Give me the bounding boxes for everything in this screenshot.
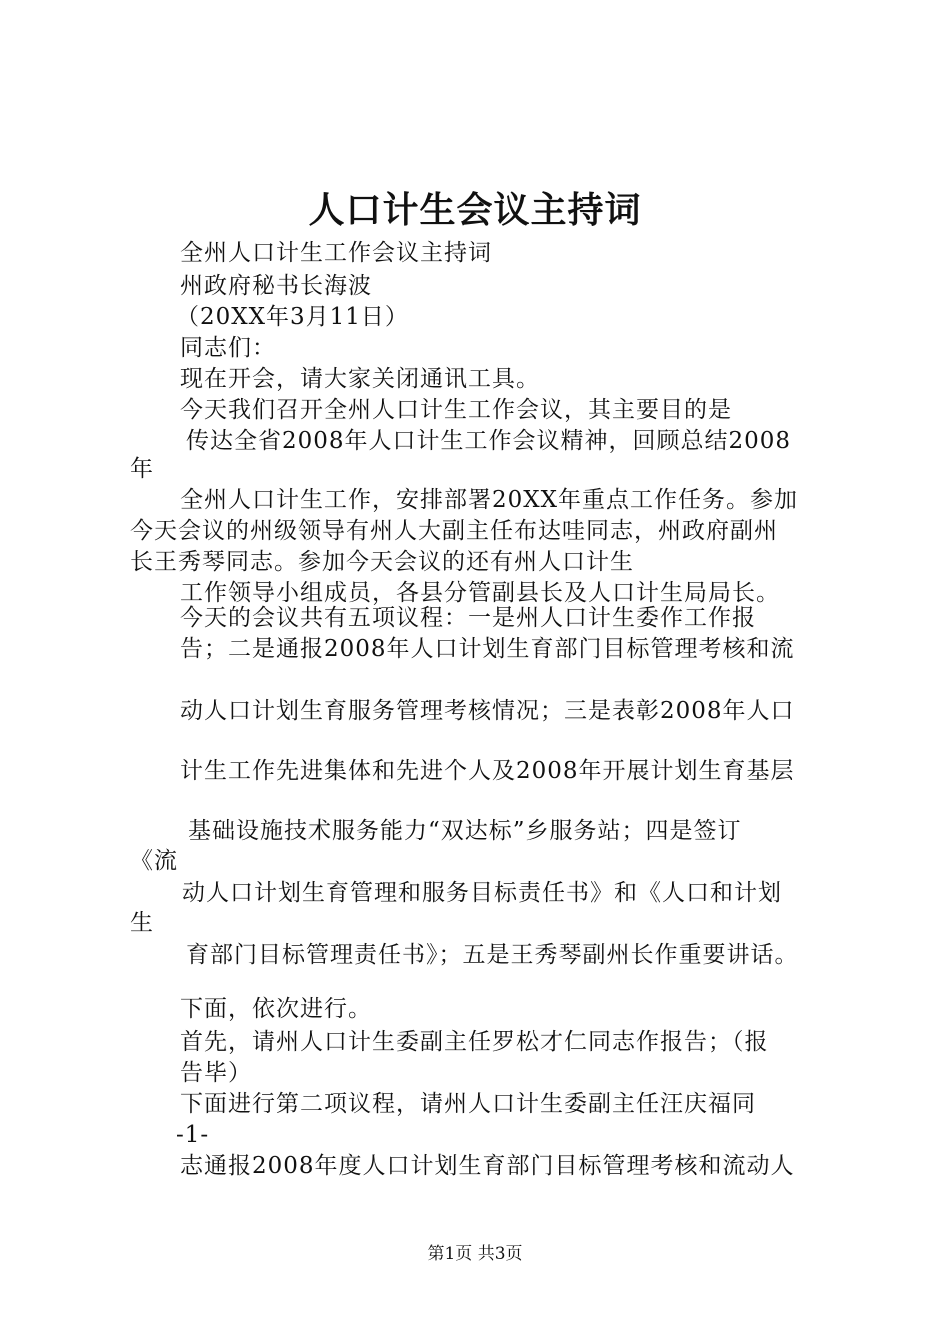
text-line: 告毕）	[180, 1060, 252, 1086]
text-line: 动人口计划生育服务管理考核情况；三是表彰2008年人口	[180, 698, 795, 724]
text-line: 长王秀琴同志。参加今天会议的还有州人口计生	[130, 549, 634, 575]
text-line: 工作领导小组成员，各县分管副县长及人口计生局局长。	[180, 580, 780, 606]
text-line: 计生工作先进集体和先进个人及2008年开展计划生育基层	[180, 758, 795, 784]
text-line: 今天会议的州级领导有州人大副主任布达哇同志，州政府副州	[130, 518, 778, 544]
page-title: 人口计生会议主持词	[308, 189, 642, 231]
text-line: 传达全省2008年人口计生工作会议精神，回顾总结2008	[186, 428, 792, 454]
text-line: 动人口计划生育管理和服务目标责任书》和《人口和计划	[182, 880, 782, 906]
text-line: 下面，依次进行。	[180, 996, 372, 1022]
text-line: 《流	[130, 848, 178, 874]
text-line: 志通报2008年度人口计划生育部门目标管理考核和流动人	[180, 1153, 795, 1179]
text-line: 生	[130, 910, 154, 936]
text-line: 育部门目标管理责任书》；五是王秀琴副州长作重要讲话。	[186, 942, 799, 968]
text-line: （20XX年3月11日）	[176, 304, 409, 330]
text-line: 下面进行第二项议程，请州人口计生委副主任汪庆福同	[180, 1091, 756, 1117]
text-line: 今天我们召开全州人口计生工作会议，其主要目的是	[180, 397, 732, 423]
text-line: 今天的会议共有五项议程：一是州人口计生委作工作报	[180, 605, 756, 631]
page-footer: 第1页 共3页	[427, 1244, 523, 1264]
text-line: 全州人口计生工作，安排部署20XX年重点工作任务。参加	[180, 487, 799, 513]
text-line: 州政府秘书长海波	[180, 273, 372, 299]
text-line: 同志们：	[180, 335, 276, 361]
inline-page-number: -1-	[176, 1122, 210, 1148]
text-line: 首先，请州人口计生委副主任罗松才仁同志作报告；（报	[180, 1029, 769, 1055]
text-line: 基础设施技术服务能力“双达标”乡服务站；四是签订	[188, 818, 742, 844]
text-line: 年	[130, 456, 154, 482]
text-line: 告；二是通报2008年人口计划生育部门目标管理考核和流	[180, 636, 795, 662]
text-line: 现在开会，请大家关闭通讯工具。	[180, 366, 540, 392]
text-line: 全州人口计生工作会议主持词	[180, 240, 492, 266]
